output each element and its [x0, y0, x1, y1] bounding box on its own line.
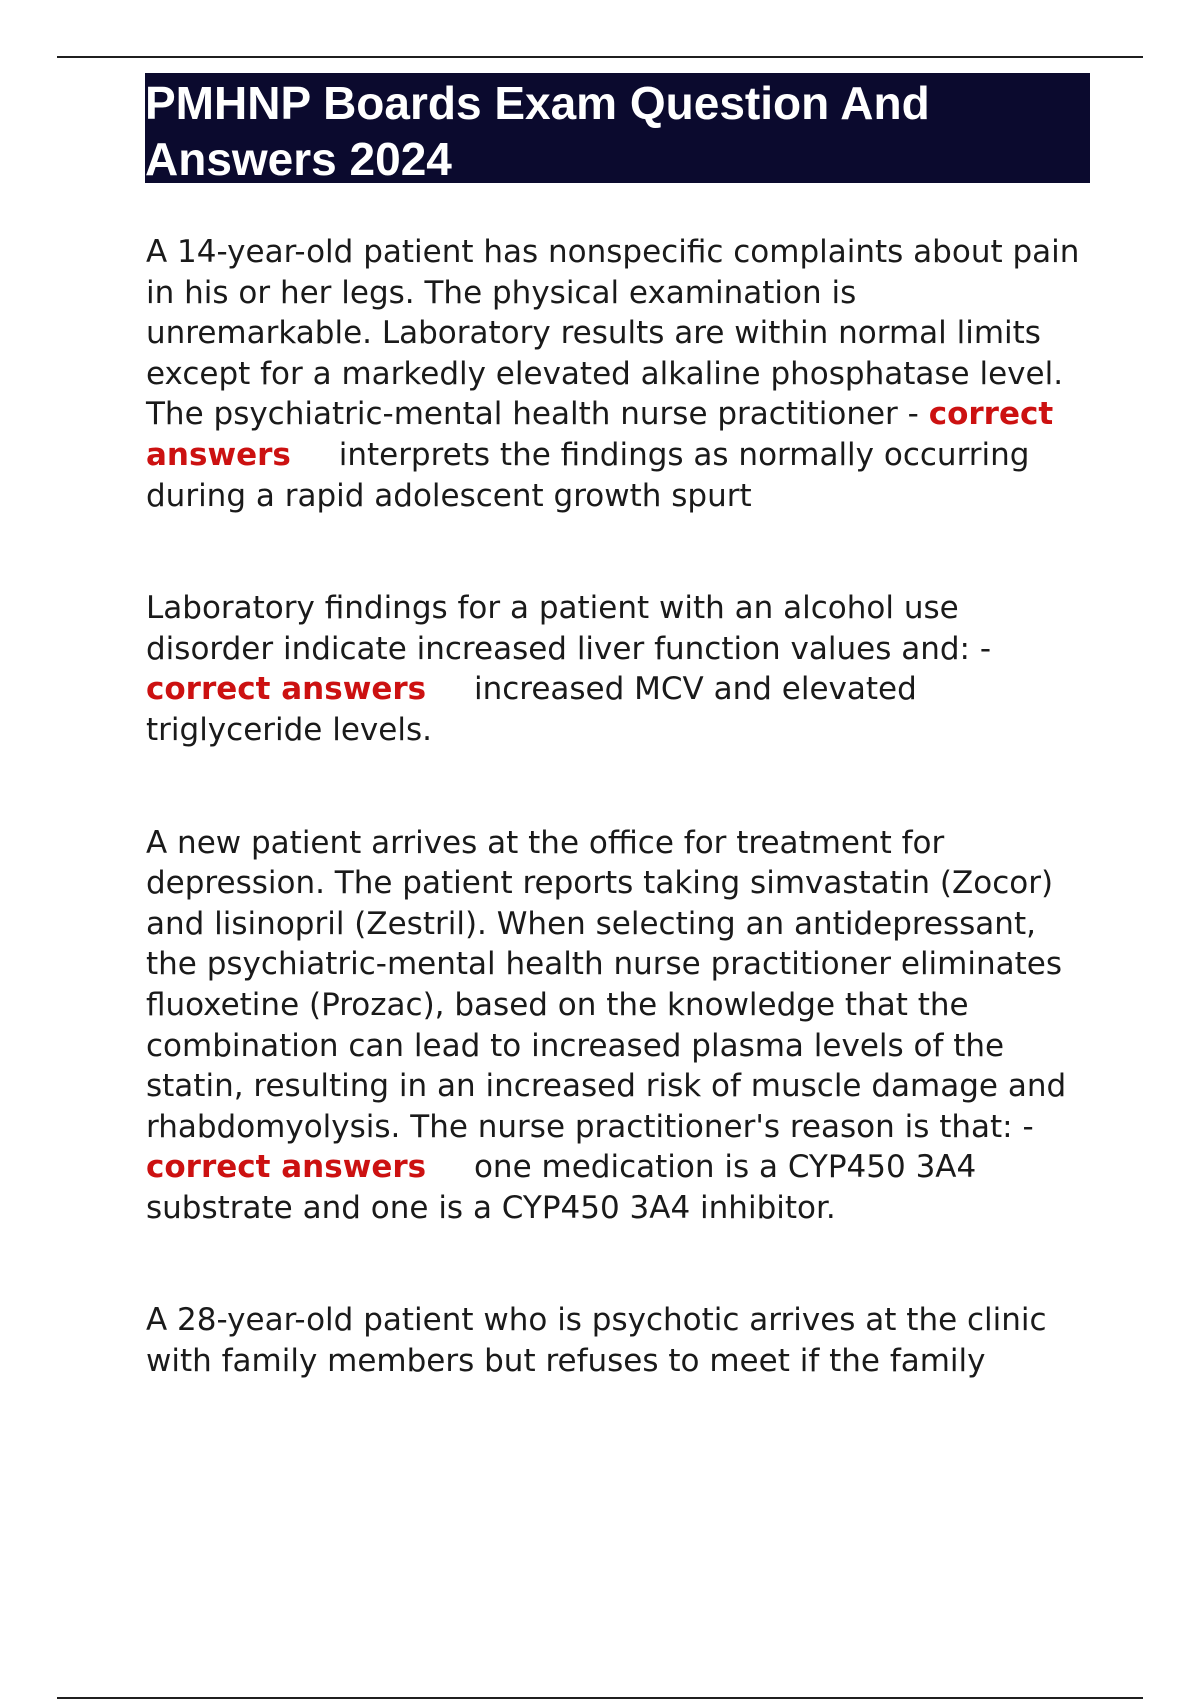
correct-answers-label: correct answers — [146, 1149, 427, 1186]
question-text: Laboratory findings for a patient with an alcohol use disorder indicate increased liver function values and: - — [146, 590, 992, 667]
top-divider — [57, 56, 1143, 58]
qa-list — [146, 232, 1091, 1454]
qa-item — [146, 1300, 1091, 1381]
answer-text: one medication is a CYP450 3A4 substrate and one is a CYP450 3A4 inhibitor. — [146, 1149, 977, 1226]
correct-answers-label: correct answers — [146, 671, 427, 708]
qa-item — [146, 232, 1091, 516]
answer-text: increased MCV and elevated triglyceride levels. — [146, 671, 917, 748]
question-text: A 28-year-old patient who is psychotic arrives at the clinic with family members but refuses to meet if the family — [146, 1302, 1047, 1380]
qa-item — [146, 588, 1091, 750]
question-text: A new patient arrives at the office for treatment for depression. The patient reports taking simvastatin (Zocor) and lisinopril (Zestril). When selecting an antidepressant, the psychiatric-mental health nurse practitioner eliminates fluoxetine (Prozac), based on the knowledge that the combination can lead to increased plasma levels of the statin, resulting in an increased risk of muscle damage and rhabdomyolysis. The nurse practitioner's reason is that: - — [146, 824, 1067, 1145]
bottom-divider — [57, 1697, 1143, 1699]
page-title: PMHNP Boards Exam Question And Answers 2024 — [145, 77, 930, 185]
title-banner — [145, 73, 1090, 183]
qa-item — [146, 823, 1091, 1229]
question-text: A 14-year-old patient has nonspecific complaints about pain in his or her legs. The physical examination is unremarkable. Laboratory results are within normal limits except for a markedly elevated alkaline phosphatase level. The psychiatric-mental health nurse practitioner - — [146, 234, 1080, 433]
correct-answers-label: correct answers — [146, 396, 1054, 473]
answer-text: interprets the findings as normally occurring during a rapid adolescent growth spurt — [146, 436, 1030, 514]
